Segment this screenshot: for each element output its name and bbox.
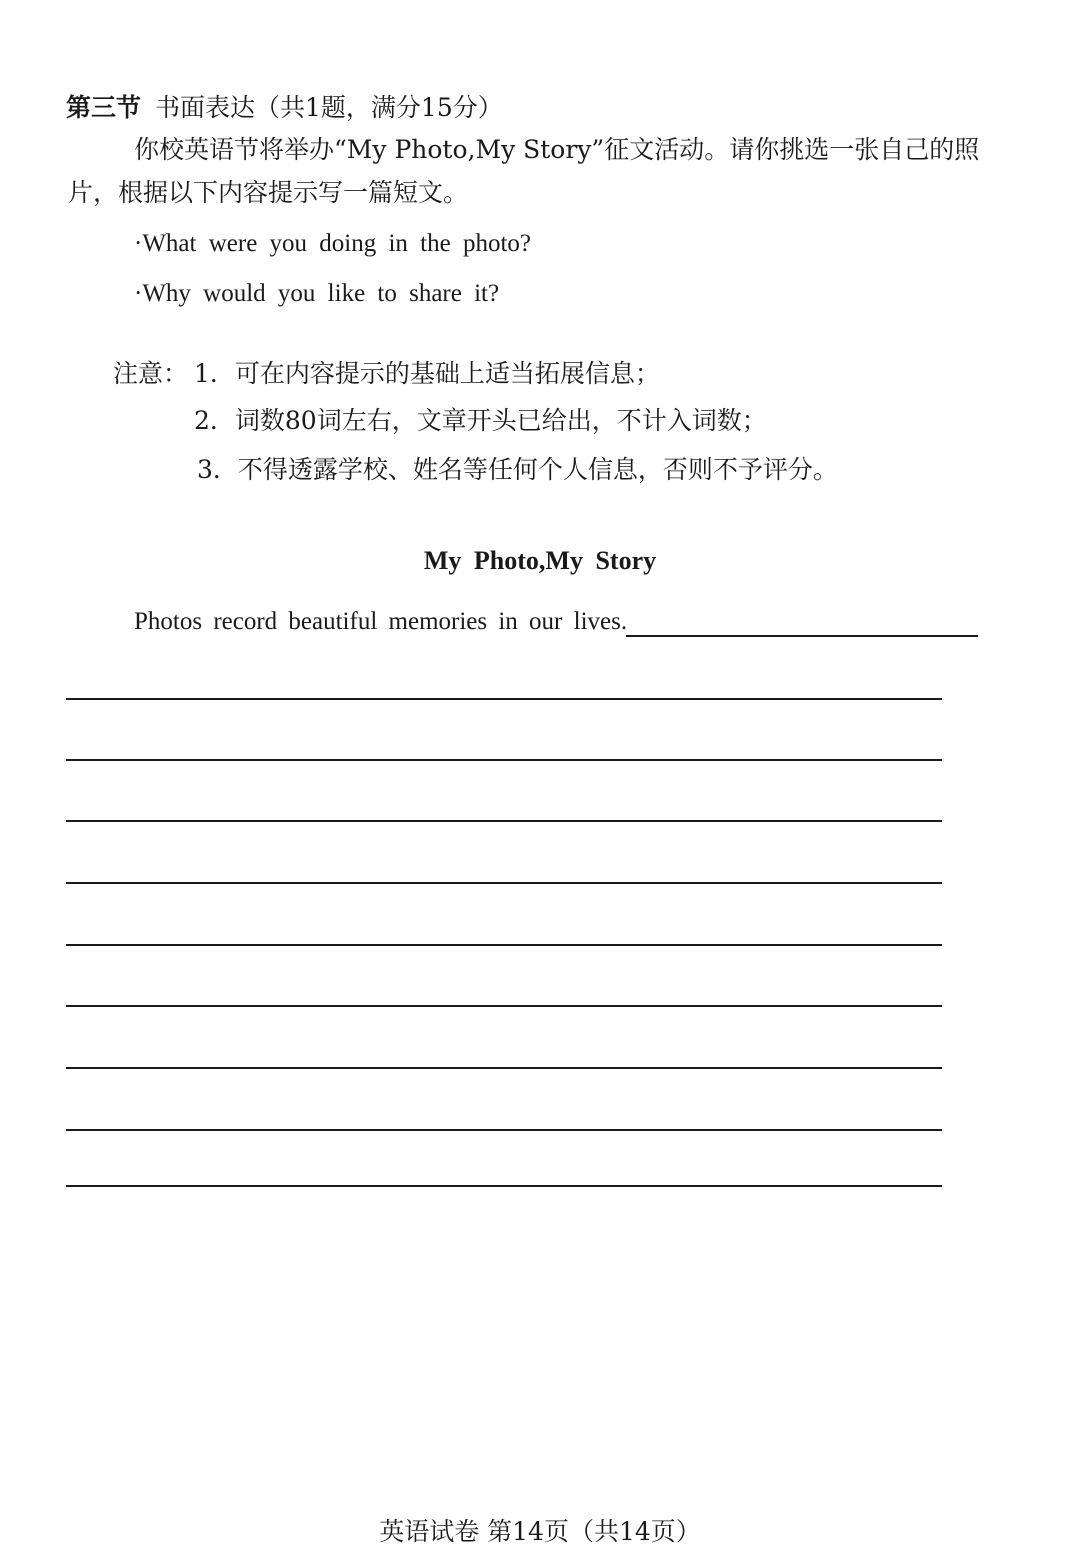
answer-line[interactable] (66, 1005, 942, 1007)
section-description: 书面表达（共1题，满分15分） (155, 93, 503, 122)
note-item-3: 3．不得透露学校、姓名等任何个人信息，否则不予评分。 (197, 455, 838, 484)
note-item-1: 1．可在内容提示的基础上适当拓展信息； (194, 359, 660, 388)
answer-line[interactable] (66, 882, 942, 884)
essay-title: My Photo,My Story (423, 546, 657, 575)
answer-line[interactable] (66, 698, 942, 700)
page-footer: 英语试卷 第14页（共14页） (379, 1517, 701, 1546)
answer-line[interactable] (66, 759, 942, 761)
answer-line[interactable] (66, 1067, 942, 1069)
section-number: 第三节 (66, 93, 142, 122)
prompt-item-2: ·Why would you like to share it? (134, 280, 500, 307)
essay-opening-sentence: Photos record beautiful memories in our lives. (134, 608, 628, 635)
prompt-item-1: ·What were you doing in the photo? (134, 230, 532, 257)
answer-blank-first[interactable] (626, 635, 978, 637)
answer-line[interactable] (66, 944, 942, 946)
note-item-2: 2．词数80词左右，文章开头已给出，不计入词数； (194, 406, 767, 435)
notes-label: 注意： (113, 359, 189, 388)
intro-line-2: 片，根据以下内容提示写一篇短文。 (68, 178, 469, 207)
answer-line[interactable] (66, 1129, 942, 1131)
section-title (66, 88, 503, 124)
answer-line[interactable] (66, 820, 942, 822)
intro-line-1: 你校英语节将举办“My Photo,My Story”征文活动。请你挑选一张自己的照 (134, 135, 980, 164)
answer-line[interactable] (66, 1185, 942, 1187)
